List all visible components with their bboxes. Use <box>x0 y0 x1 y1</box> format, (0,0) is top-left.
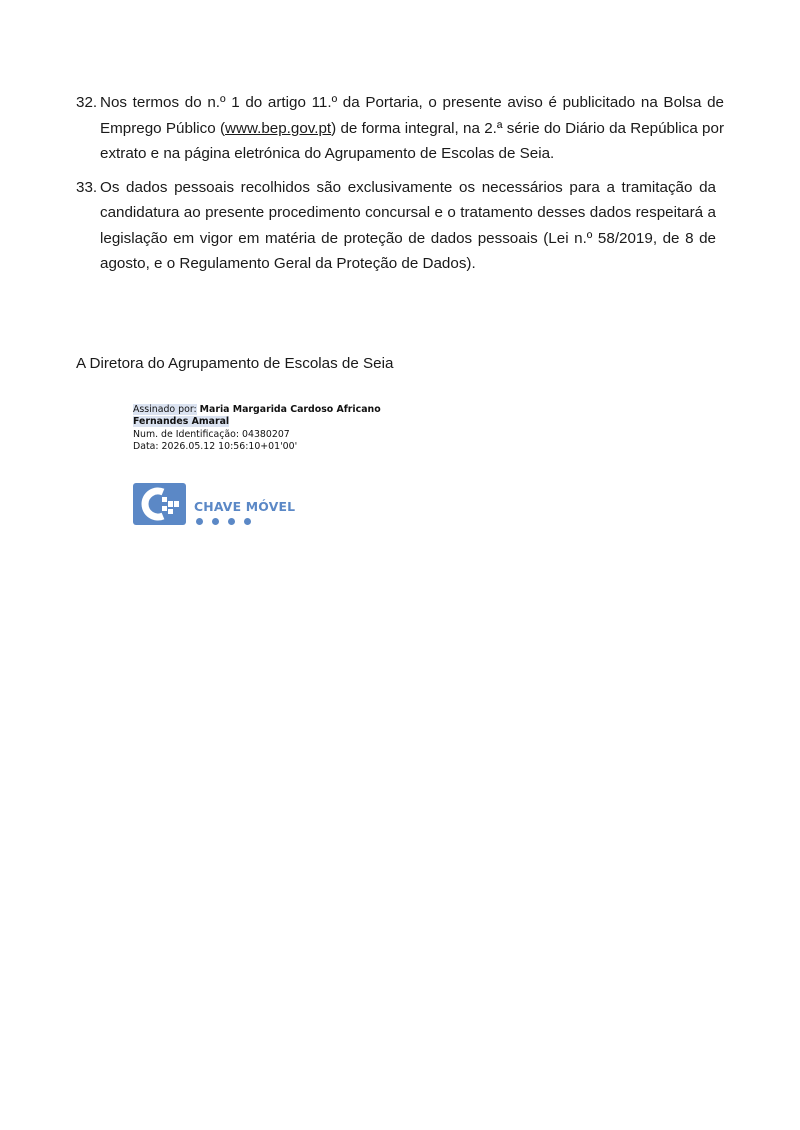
signature-id: Num. de Identificação: 04380207 <box>133 428 290 440</box>
item-text-before: Nos termos do n.º 1 do artigo 11.º da Portaria, o presente aviso é publicitado na Bolsa de Emprego Público ( <box>100 94 724 137</box>
list-item-32 <box>76 90 724 167</box>
signed-by-label: Assinado por: <box>133 404 197 415</box>
digital-signature-block <box>133 404 381 454</box>
dot-icon <box>228 518 235 525</box>
dot-icon <box>212 518 219 525</box>
chave-movel-logo <box>133 483 296 527</box>
dot-icon <box>196 518 203 525</box>
logo-text: CHAVE MÓVEL <box>194 499 296 514</box>
closing-line: A Diretora do Agrupamento de Escolas de Seia <box>76 355 394 372</box>
item-text-after: ) de forma integral, na 2.ª série do Diário da República por extrato e na página eletrónica do Agrupamento de Escolas de Seia. <box>100 119 725 162</box>
item-text: Os dados pessoais recolhidos são exclusivamente os necessários para a tramitação da candidatura ao presente procedimento concursal e o tratamento desses dados respeitará a legislação em vigor em matéria de proteção de dados pessoais (Lei n.º 58/2019, de 8 de agosto, e o Regulamento Geral da Proteção de Dados). <box>100 178 716 272</box>
chave-movel-logo-icon <box>133 483 186 525</box>
signature-date: Data: 2026.05.12 10:56:10+01'00' <box>133 441 298 453</box>
signature-line-2 <box>133 416 381 428</box>
bep-link[interactable]: www.bep.gov.pt <box>225 119 332 137</box>
item-number: 33. <box>76 178 98 196</box>
signer-name-2: Fernandes Amaral <box>133 416 230 428</box>
document-body <box>76 90 724 285</box>
item-number: 32. <box>76 94 98 111</box>
list-item-33 <box>76 175 716 277</box>
signer-name-1: Maria Margarida Cardoso Africano <box>199 404 381 415</box>
logo-dots <box>196 518 251 525</box>
signature-line-1 <box>133 404 381 416</box>
dot-icon <box>244 518 251 525</box>
